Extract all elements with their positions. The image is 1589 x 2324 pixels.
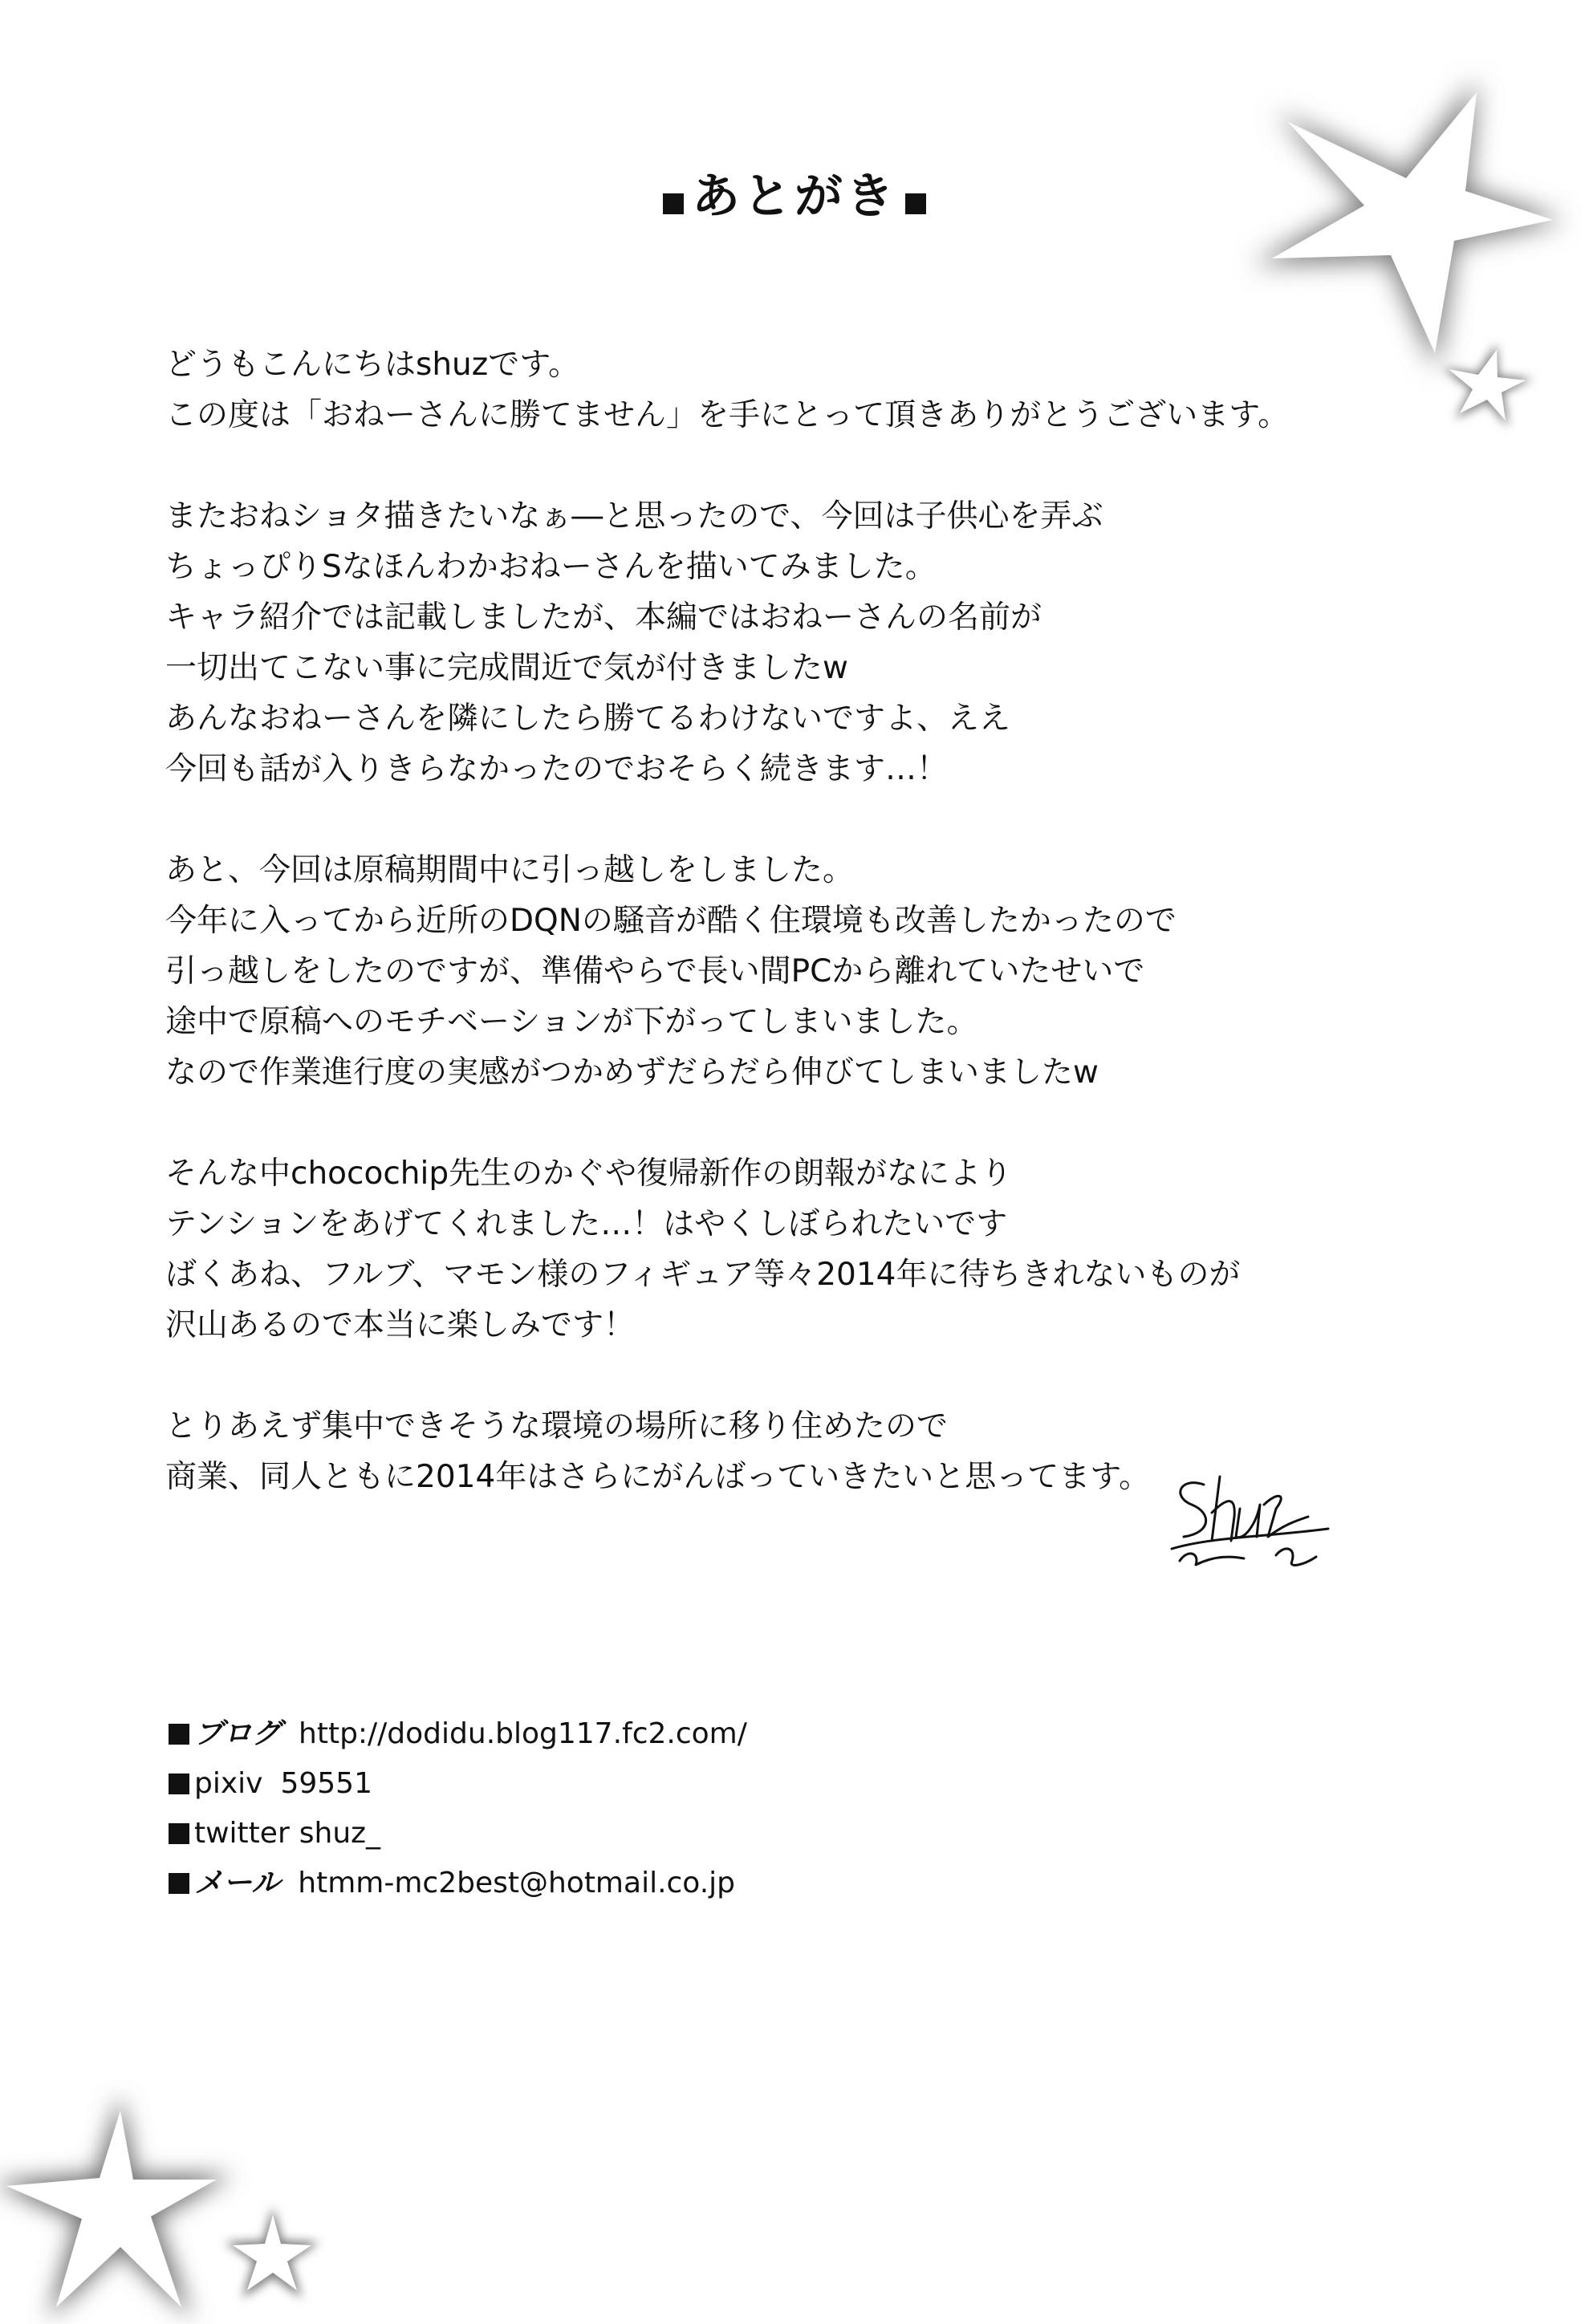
contact-label: メール <box>194 1867 281 1899</box>
page-title-row <box>0 165 1589 229</box>
black-square-icon <box>169 1873 189 1894</box>
black-square-icon <box>169 1773 189 1794</box>
paragraph <box>165 491 1449 794</box>
text-line: テンションをあげてくれました…！はやくしぼられたいです <box>165 1206 1008 1242</box>
text-line: キャラ紹介では記載しましたが、本編ではおねーさんの名前が <box>165 599 1042 636</box>
page-title: あとがき <box>692 169 897 225</box>
contact-twitter <box>169 1809 747 1859</box>
mail-address-link[interactable]: htmm-mc2best@hotmail.co.jp <box>298 1867 735 1899</box>
contact-blog <box>169 1709 747 1759</box>
text-line: 商業、同人ともに2014年はさらにがんばっていきたいと思ってます。 <box>165 1459 1151 1495</box>
text-line: 今年に入ってから近所のDQNの騒音が酷く住環境も改善したかったので <box>165 903 1177 939</box>
text-line: ちょっぴりSなほんわかおねーさんを描いてみました。 <box>165 549 937 585</box>
black-square-icon <box>169 1724 189 1745</box>
text-line: なので作業進行度の実感がつかめずだらだら伸びてしまいましたw <box>165 1054 1099 1091</box>
pixiv-id: 59551 <box>280 1767 372 1800</box>
contact-mail <box>169 1859 747 1908</box>
text-line: ばくあね、フルブ、マモン様のフィギュア等々2014年に待ちきれないものが <box>165 1257 1241 1293</box>
text-line: またおねショタ描きたいなぁ―と思ったので、今回は子供心を弄ぶ <box>165 498 1103 534</box>
text-line: 途中で原稿へのモチベーションが下がってしまいました。 <box>165 1004 978 1040</box>
contact-label: pixiv <box>194 1767 263 1800</box>
text-line: 今回も話が入りきらなかったのでおそらく続きます…！ <box>165 751 949 787</box>
contact-label: ブログ <box>194 1717 282 1750</box>
contact-list <box>169 1709 747 1908</box>
text-line: あんなおねーさんを隣にしたら勝てるわけないですよ、ええ <box>165 701 1011 737</box>
text-line: 引っ越しをしたのですが、準備やらで長い間PCから離れていたせいで <box>165 953 1145 989</box>
text-line: この度は「おねーさんに勝てません」を手にとって頂きありがとうございます。 <box>165 397 1290 433</box>
text-line: そんな中chocochip先生のかぐや復帰新作の朗報がなにより <box>165 1156 1013 1192</box>
paragraph <box>165 1148 1449 1351</box>
text-line: どうもこんにちはshuzです。 <box>165 347 580 383</box>
paragraph <box>165 845 1449 1098</box>
twitter-handle: shuz_ <box>299 1817 381 1850</box>
text-line: 一切出てこない事に完成間近で気が付きましたw <box>165 650 848 686</box>
paragraph <box>165 339 1449 441</box>
author-signature <box>1156 1461 1348 1589</box>
contact-pixiv <box>169 1759 747 1809</box>
black-square-icon <box>169 1823 189 1844</box>
afterword-body <box>165 339 1449 1553</box>
text-line: とりあえず集中できそうな環境の場所に移り住めたので <box>165 1408 949 1444</box>
black-square-icon <box>663 193 684 214</box>
blog-url-link[interactable]: http://dodidu.blog117.fc2.com/ <box>299 1717 747 1750</box>
text-line: 沢山あるので本当に楽しみです！ <box>165 1307 636 1343</box>
small-star-bottom-left-icon <box>217 2199 329 2311</box>
black-square-icon <box>905 193 926 214</box>
contact-label: twitter <box>194 1817 290 1850</box>
text-line: あと、今回は原稿期間中に引っ越しをしました。 <box>165 852 855 888</box>
